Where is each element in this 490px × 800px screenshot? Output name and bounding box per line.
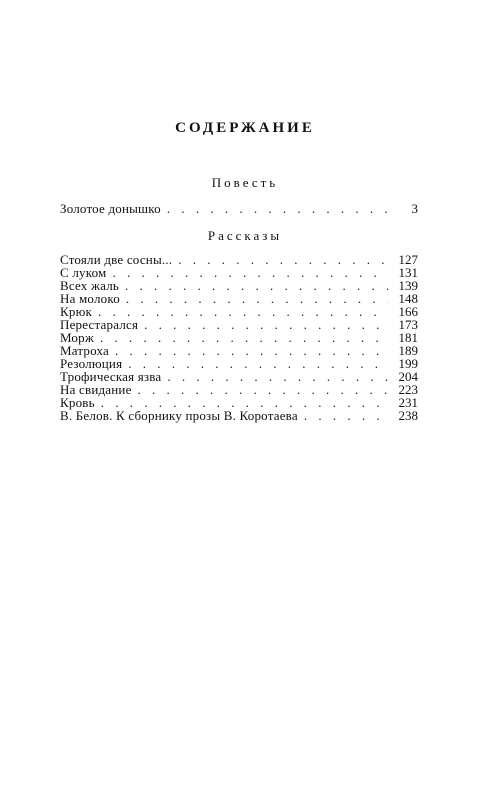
toc-entry-title: Морж	[60, 330, 95, 345]
toc-entry-page: 173	[398, 317, 418, 332]
dot-leader	[161, 370, 388, 383]
toc-entry	[60, 318, 418, 331]
dot-leader	[122, 357, 388, 370]
dot-leader	[94, 331, 388, 344]
toc-entry-page: 204	[398, 369, 418, 384]
dot-leader	[132, 383, 388, 396]
dot-leader	[106, 266, 388, 279]
toc-entry-page: 148	[398, 291, 418, 306]
toc-entry-title: Матроха	[60, 343, 110, 358]
page-title: СОДЕРЖАНИЕ	[175, 120, 315, 136]
toc-entry-title: На свидание	[60, 382, 132, 397]
toc-entry	[60, 383, 418, 396]
dot-leader	[119, 279, 388, 292]
section-heading-rasskazy: Рассказы	[207, 228, 283, 243]
dot-leader	[172, 253, 388, 266]
toc-entry-title: Перестарался	[60, 317, 139, 332]
toc-entry	[60, 331, 418, 344]
toc-entry-title: Золотое донышко	[60, 201, 161, 216]
toc-entry-title: В. Белов. К сборнику прозы В. Коротаева	[60, 408, 298, 423]
toc-entry-title: Кровь	[60, 395, 95, 410]
toc-entry-page: 199	[398, 356, 418, 371]
toc-entry	[60, 253, 418, 266]
toc-entry-title: На молоко	[60, 291, 120, 306]
toc-section-povest	[60, 202, 418, 218]
toc-section-rasskazy	[60, 253, 418, 422]
dot-leader	[109, 344, 388, 357]
toc-entry-page: 139	[398, 278, 418, 293]
toc-entry-title: Стояли две сосны...	[60, 252, 173, 267]
dot-leader	[161, 202, 388, 215]
toc-entry-page: 223	[398, 382, 418, 397]
toc-entry	[60, 202, 418, 218]
section-heading-povest: Повесть	[211, 175, 279, 190]
toc-entry-page: 231	[398, 395, 418, 410]
toc-entry-page: 131	[398, 265, 418, 280]
toc-entry	[60, 292, 418, 305]
toc-entry-title: Всех жаль	[60, 278, 120, 293]
toc-entry-title: С луком	[60, 265, 107, 280]
toc-entry-title: Трофическая язва	[60, 369, 162, 384]
toc-entry-page: 189	[398, 343, 418, 358]
toc-entry-page: 3	[411, 201, 418, 216]
toc-entry-page: 181	[398, 330, 418, 345]
dot-leader	[120, 292, 388, 305]
dot-leader	[298, 409, 388, 422]
toc-entry	[60, 409, 418, 422]
toc-entry-title: Крюк	[60, 304, 92, 319]
toc-entry-page: 238	[398, 408, 418, 423]
toc-entry-page: 127	[398, 252, 418, 267]
dot-leader	[138, 318, 388, 331]
toc-entry-page: 166	[398, 304, 418, 319]
toc-entry-title: Резолюция	[60, 356, 123, 371]
